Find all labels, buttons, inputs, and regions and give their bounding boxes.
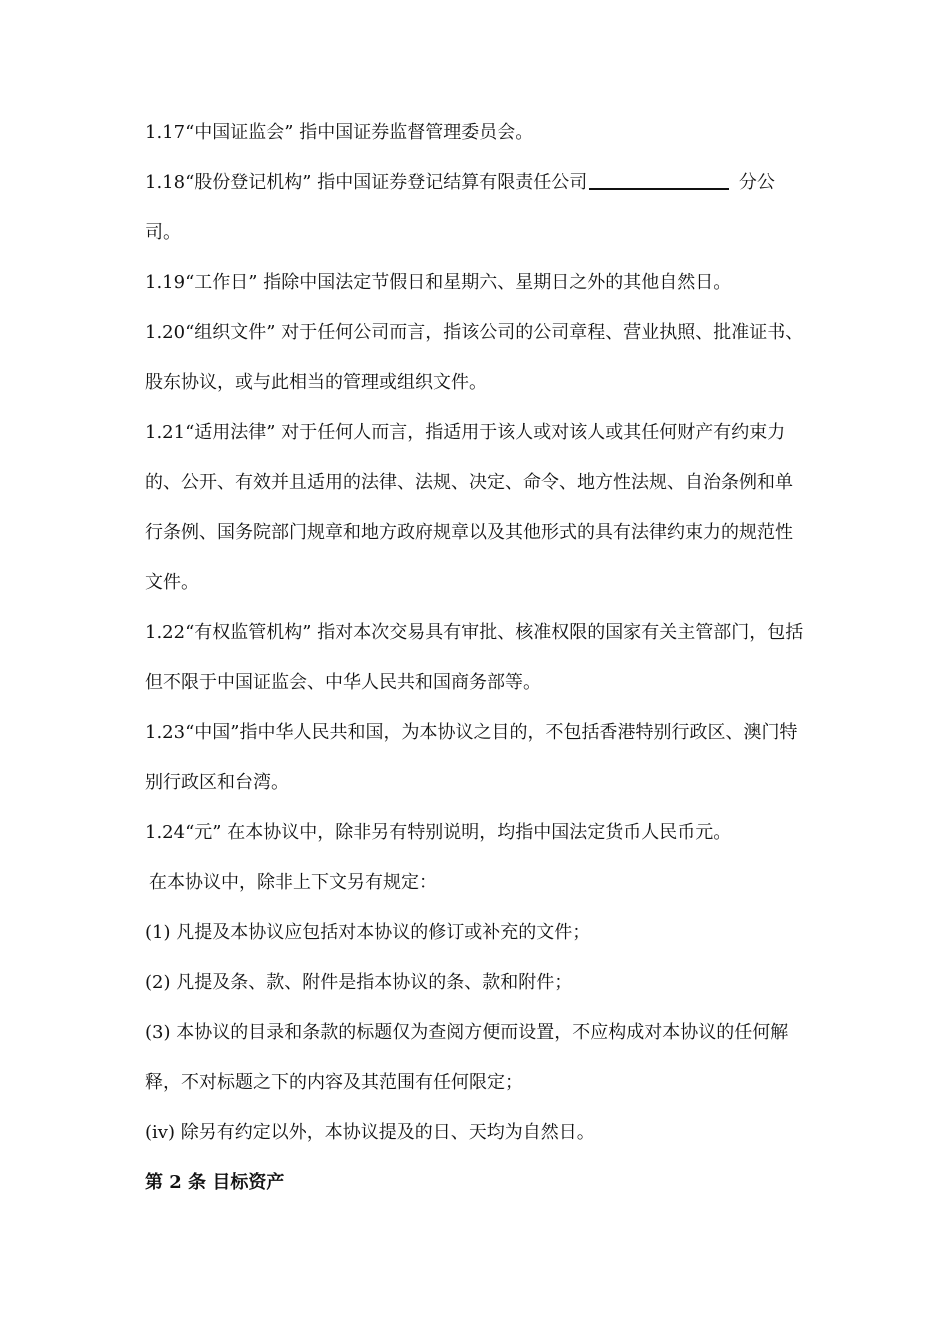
definition-1-17: 1.17“中国证监会” 指中国证券监督管理委员会。 — [145, 122, 534, 143]
definition-1-19: 1.19“工作日” 指除中国法定节假日和星期六、星期日之外的其他自然日。 — [145, 272, 732, 293]
section-heading: 第 2 条 目标资产 — [145, 1172, 285, 1193]
definition-1-23: 1.23“中国”指中华人民共和国，为本协议之目的，不包括香港特别行政区、澳门特别行政区和台湾。 — [145, 722, 798, 793]
document-body — [145, 108, 805, 1208]
interpretation-item-3: (3) 本协议的目录和条款的标题仅为查阅方便而设置，不应构成对本协议的任何解释，不对标题之下的内容及其范围有任何限定； — [145, 1022, 789, 1093]
fill-in-blank-line — [589, 166, 729, 190]
definition-1-18 — [145, 158, 805, 258]
definition-1-18-suffix: 分公司。 — [145, 172, 775, 243]
definition-1-18-text: 1.18“股份登记机构” 指中国证券登记结算有限责任公司 — [145, 172, 588, 193]
interpretation-item-2: (2) 凡提及条、款、附件是指本协议的条、款和附件； — [145, 972, 573, 993]
definition-1-24: 1.24“元” 在本协议中，除非另有特别说明，均指中国法定货币人民币元。 — [145, 822, 732, 843]
definition-1-20: 1.20“组织文件” 对于任何公司而言，指该公司的公司章程、营业执照、批准证书、股东协议，或与此相当的管理或组织文件。 — [145, 322, 804, 393]
definition-1-22: 1.22“有权监管机构” 指对本次交易具有审批、核准权限的国家有关主管部门，包括但不限于中国证监会、中华人民共和国商务部等。 — [145, 622, 804, 693]
interpretation-item-1: (1) 凡提及本协议应包括对本协议的修订或补充的文件； — [145, 922, 591, 943]
interpretation-intro: 在本协议中，除非上下文另有规定： — [149, 872, 437, 893]
definition-1-21: 1.21“适用法律” 对于任何人而言，指适用于该人或对该人或其任何财产有约束力的、公开、有效并且适用的法律、法规、决定、命令、地方性法规、自治条例和单行条例、国务院部门规章和地方政府规章以及其他形式的具有法律约束力的规范性文件。 — [145, 422, 793, 593]
interpretation-item-4: (iv) 除另有约定以外，本协议提及的日、天均为自然日。 — [145, 1122, 595, 1143]
